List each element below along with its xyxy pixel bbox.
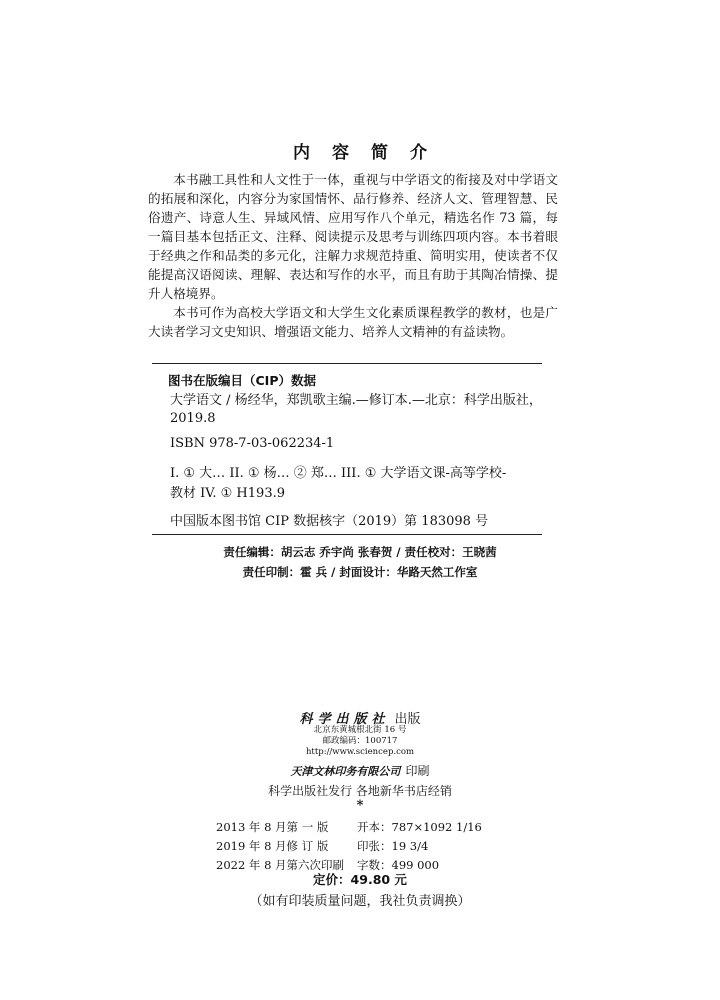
price: 定价：49.80 元 <box>313 872 407 887</box>
intro-body <box>148 170 558 341</box>
printer-name: 天津文林印务有限公司 <box>290 765 401 778</box>
spec-edition: 2022 年 8 月第六次印刷 <box>216 858 345 872</box>
printer-suffix: 印刷 <box>405 764 430 778</box>
publisher-website: http://www.sciencep.com <box>305 747 415 757</box>
publisher-address: 北京东黄城根北街 16 号 <box>313 725 407 735</box>
cip-bottom-rule <box>152 534 542 535</box>
intro-title: 内容简介 <box>293 143 449 163</box>
spec-detail: 字数：499 000 <box>357 858 440 872</box>
spec-edition: 2013 年 8 月第 一 版 <box>216 820 329 834</box>
cip-classification: I. ① 大… II. ① 杨… ② 郑… III. ① 大学语文课-高等学校- <box>170 466 507 481</box>
quality-notice: （如有印装质量问题，我社负责调换） <box>249 894 471 909</box>
spec-detail: 开本：787×1092 1/16 <box>357 820 482 834</box>
distribution-line: 科学出版社发行 各地新华书店经销 <box>268 784 452 798</box>
cip-classification-cont: 教材 IV. ① H193.9 <box>170 486 285 501</box>
spec-row <box>216 818 482 837</box>
spec-edition: 2019 年 8 月修 订 版 <box>216 839 329 853</box>
separator-star: * <box>356 798 364 813</box>
cip-isbn: ISBN 978-7-03-062234-1 <box>170 436 335 451</box>
spec-row <box>216 837 482 856</box>
intro-paragraph-2: 本书可作为高校大学语文和大学生文化素质课程教学的教材，也是广大读者学习文史知识、增强语文能力、培养人文精神的有益读物。 <box>148 305 558 339</box>
edition-specs <box>216 818 482 875</box>
publisher-name: 科学出版社 <box>299 712 390 727</box>
publisher-postcode: 邮政编码：100717 <box>322 736 398 746</box>
cip-title-line-cont: 2019.8 <box>170 411 216 426</box>
spec-detail: 印张：19 3/4 <box>357 839 429 853</box>
cip-verification: 中国版本图书馆 CIP 数据核字（2019）第 183098 号 <box>170 514 489 529</box>
printer-line <box>0 760 720 779</box>
credits-production: 责任印制：霍 兵 / 封面设计：华路天然工作室 <box>242 565 478 579</box>
credits-editors: 责任编辑：胡云志 乔宇尚 张春贺 / 责任校对：王晓茜 <box>223 545 497 559</box>
publisher-suffix: 出版 <box>394 712 421 727</box>
cip-title-line: 大学语文 / 杨经华，郑凯歌主编.—修订本.—北京：科学出版社， <box>170 393 542 408</box>
intro-paragraph-1: 本书融工具性和人文性于一体，重视与中学语文的衔接及对中学语文的拓展和深化，内容分为家国情怀、品行修养、经济人文、管理智慧、民俗遗产、诗意人生、异域风情、应用写作八个单元，精选名作 73 篇，每一篇目基本包括正文、注释、阅读提示及思考与训练四项内容。本书着眼于经典之作和品类的多元化，注解力求规范持重、简明实用，使读者不仅能提高汉语阅读、理解、表达和写作的水平，而且有助于其陶冶情操、提升人格境界。 <box>148 172 558 301</box>
cip-top-rule <box>152 363 542 364</box>
cip-heading: 图书在版编目（CIP）数据 <box>168 373 316 388</box>
